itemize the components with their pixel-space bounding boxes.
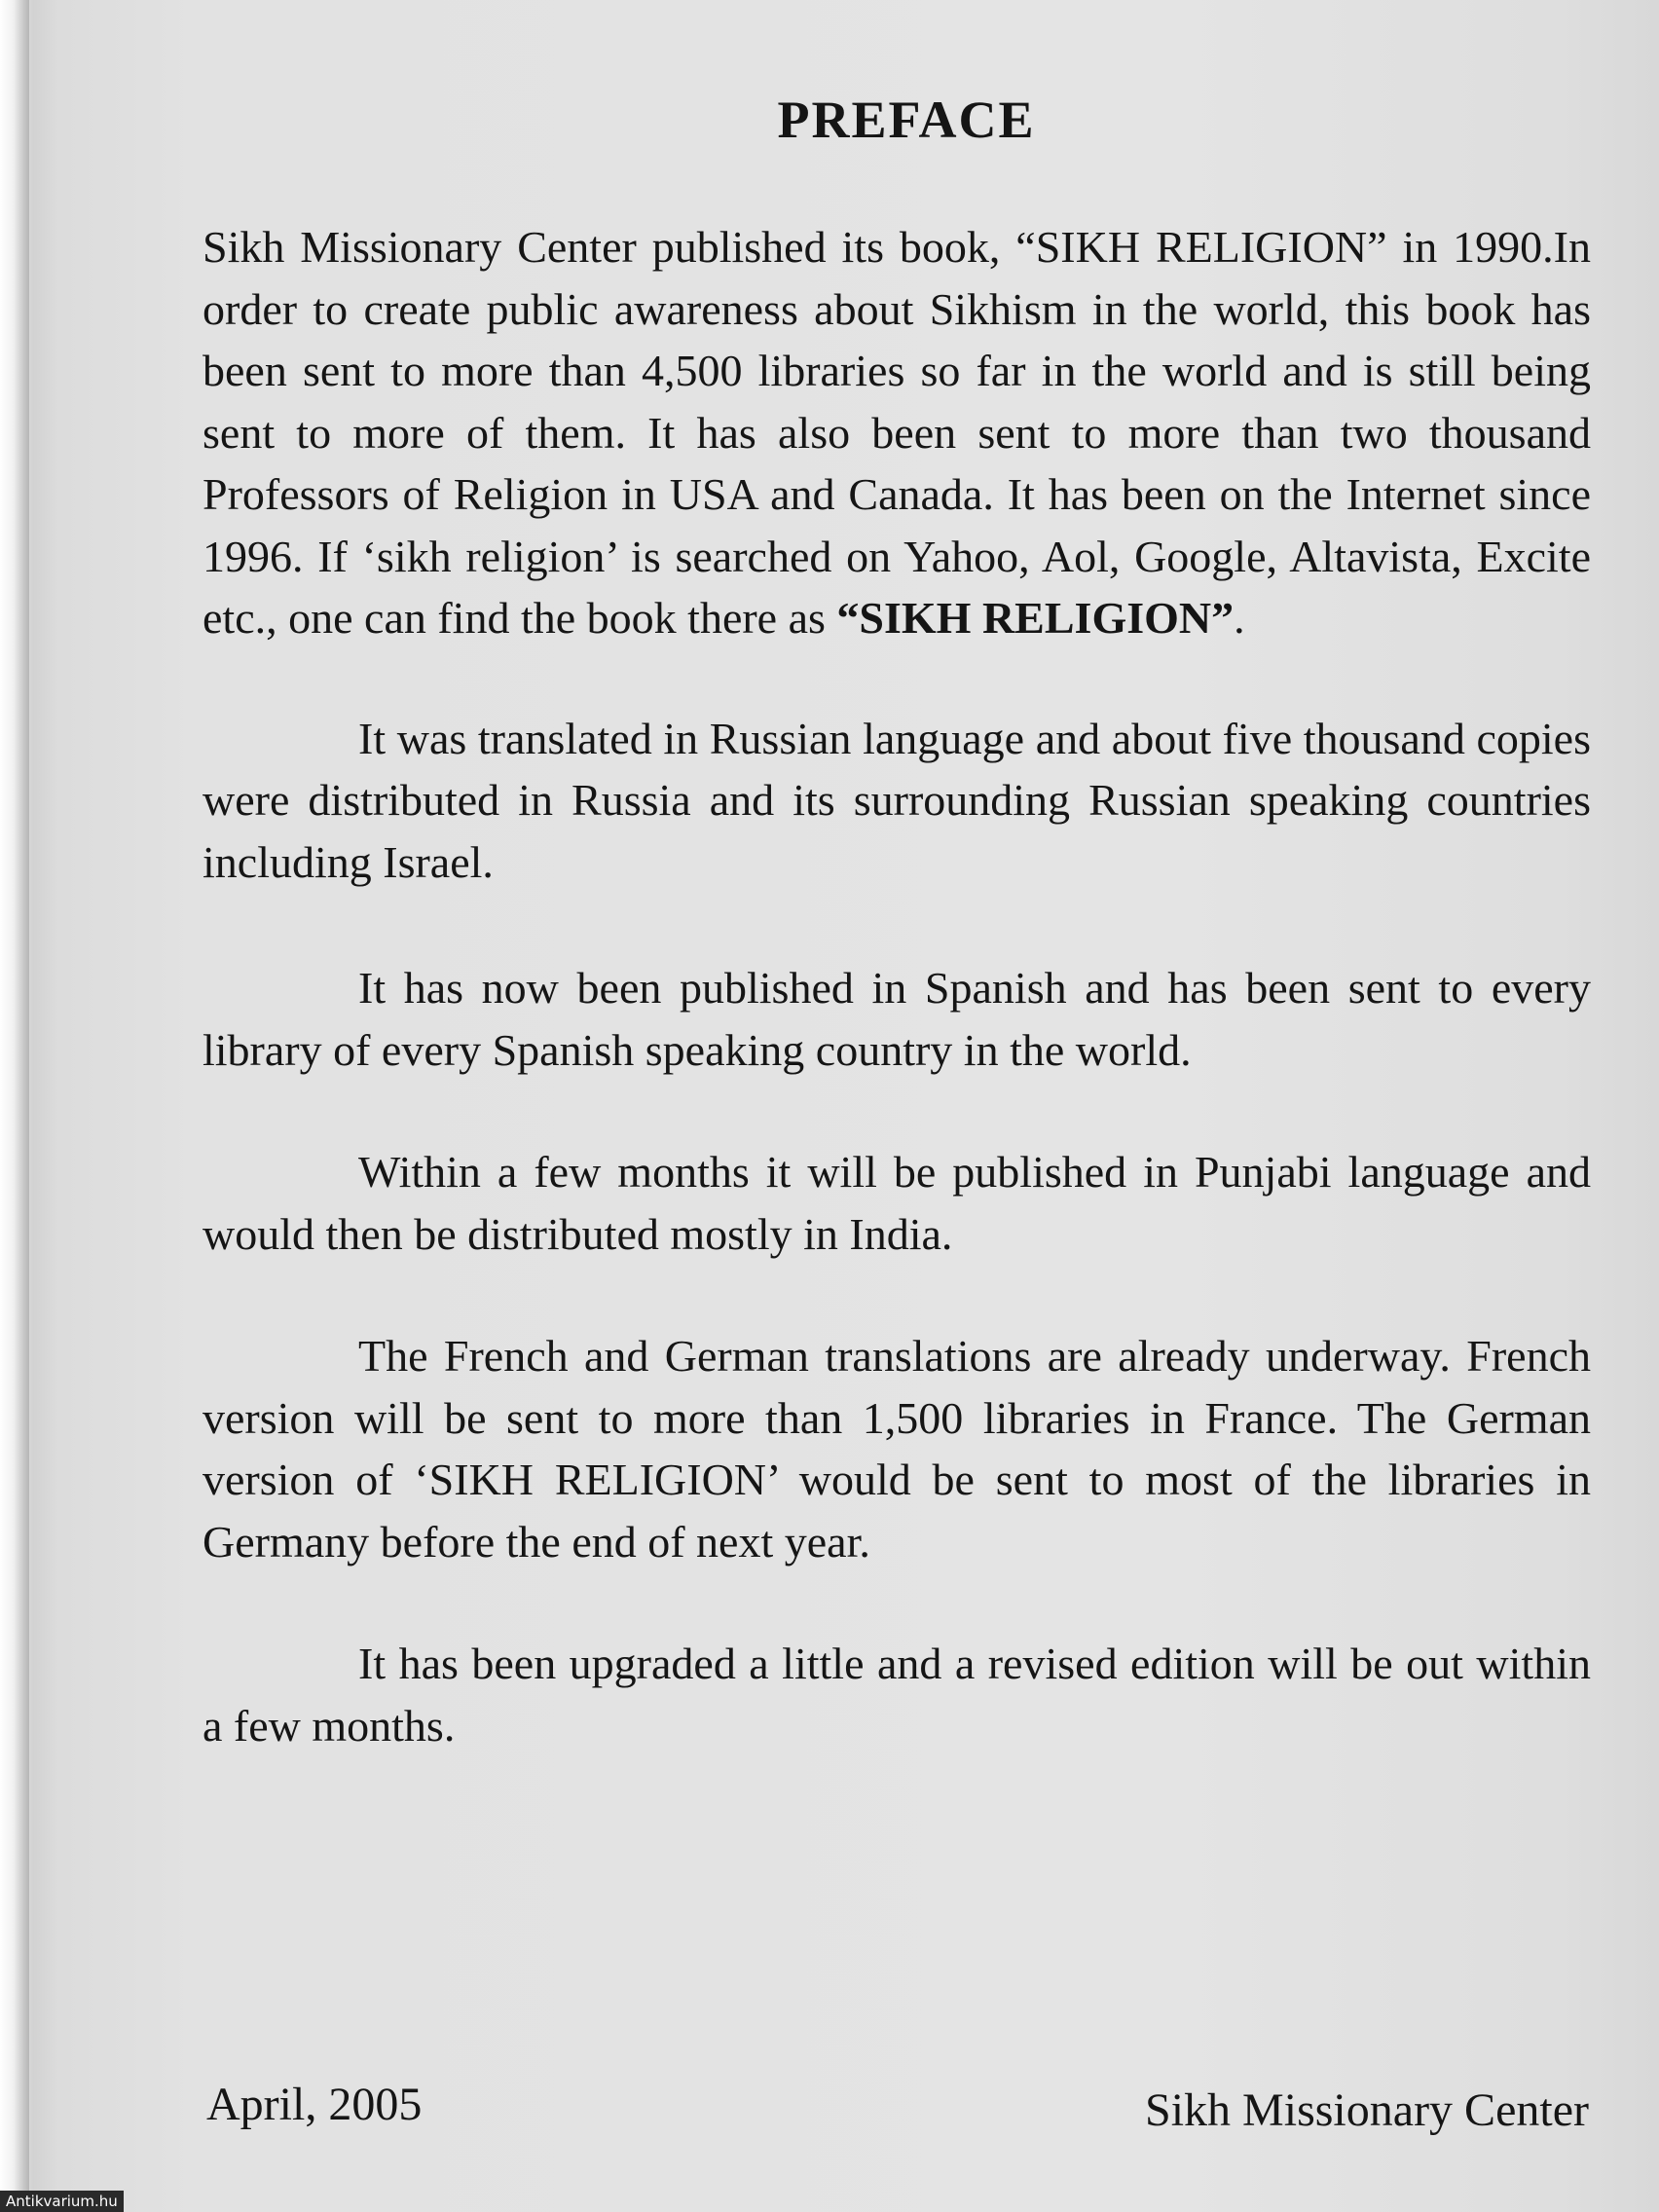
paragraph-5: The French and German translations are already underway. French version will be sent to more than 1,500 libraries in France. The German version of ‘SIKH RELIGION’ would be sent to most of the libraries in Germany before the end of next year. — [203, 1331, 1591, 1567]
footer-organization: Sikh Missionary Center — [1145, 2084, 1589, 2136]
paragraph-1 — [203, 216, 1591, 649]
paragraph-6: It has been upgraded a little and a revised edition will be out within a few months. — [203, 1639, 1591, 1751]
paragraph-1-tail: . — [1234, 593, 1245, 643]
page-binding-edge — [0, 0, 29, 2212]
footer-date: April, 2005 — [206, 2079, 423, 2130]
paragraph-4: Within a few months it will be published in Punjabi language and would then be distributed mostly in India. — [203, 1147, 1591, 1259]
page-title: PREFACE — [777, 91, 1036, 149]
page-content — [203, 90, 1591, 1756]
paragraph-1-text: Sikh Missionary Center published its book, “SIKH RELIGION” in 1990.In order to create public awareness about Sikhism in the world, this book has been sent to more than 4,500 libraries so far in the world and is still being sent to more of them. It has also been sent to more than two thousand Professors of Religion in USA and Canada. It has been on the Internet since 1996. If ‘sikh religion’ is searched on Yahoo, Aol, Google, Altavista, Excite etc., one can find the book there as — [203, 222, 1591, 643]
paragraph-3: It has now been published in Spanish and has been sent to every library of every Spanish speaking country in the world. — [203, 963, 1591, 1075]
paragraph-1-emphasis: “SIKH RELIGION” — [836, 593, 1235, 643]
watermark-label: Antikvarium.hu — [0, 2191, 124, 2212]
paragraph-2: It was translated in Russian language and about five thousand copies were distributed in Russia and its surrounding Russian speaking countries including Israel. — [203, 713, 1591, 887]
